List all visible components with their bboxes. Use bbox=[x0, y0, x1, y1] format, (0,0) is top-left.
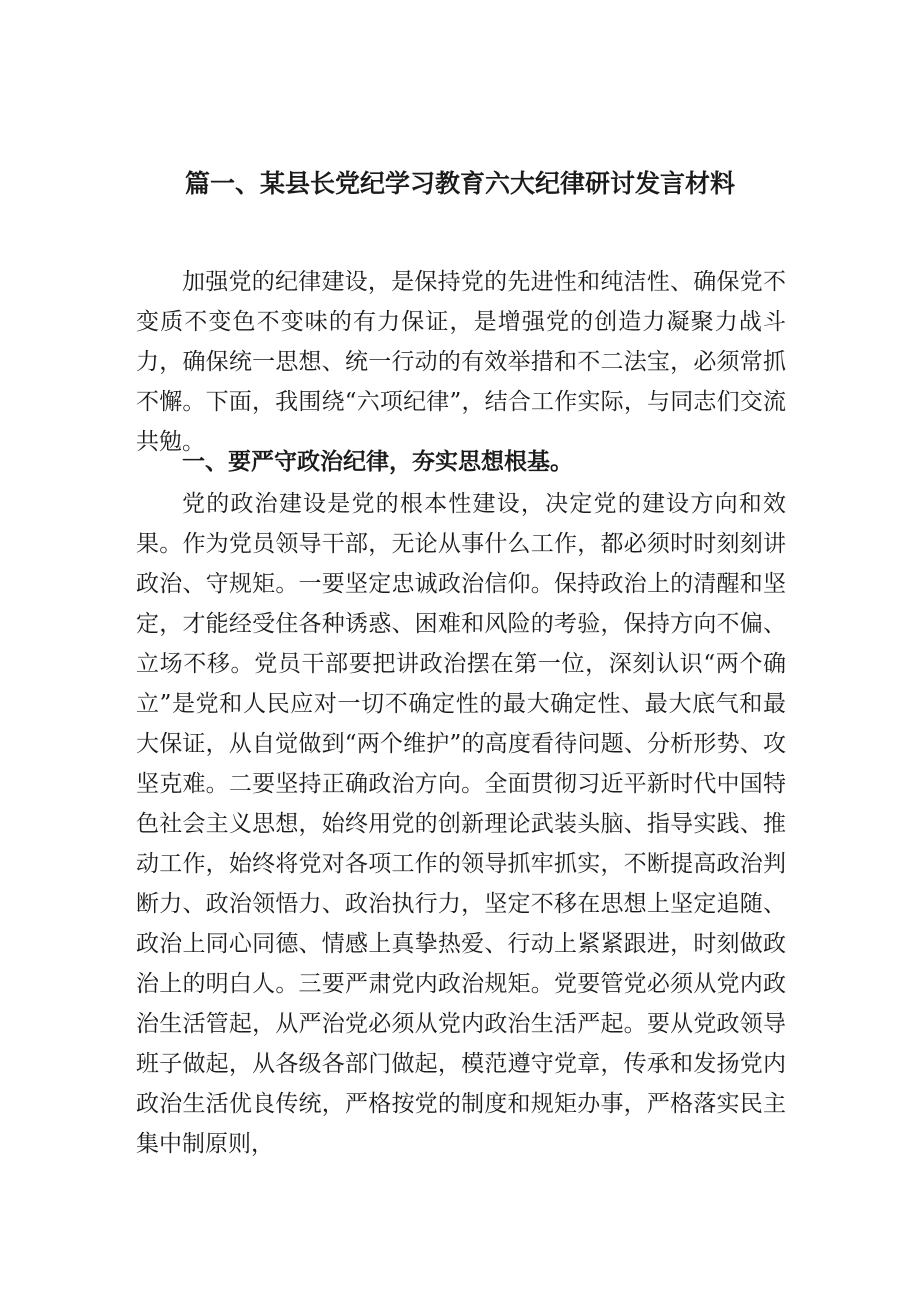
section-heading-political-discipline: 一、要严守政治纪律，夯实思想根基。 bbox=[182, 449, 573, 475]
document-title: 篇一、某县长党纪学习教育六大纪律研讨发言材料 bbox=[184, 169, 735, 198]
intro-paragraph: 加强党的纪律建设，是保持党的先进性和纯洁性、确保党不变质不变色不变味的有力保证，是增强党的创造力凝聚力战斗力，确保统一思想、统一行动的有效举措和不二法宝，必须常抓不懈。下面，我围绕“六项纪律”，结合工作实际，与同志们交流共勉。 bbox=[136, 269, 786, 455]
section-paragraph-political-discipline: 党的政治建设是党的根本性建设，决定党的建设方向和效果。作为党员领导干部，无论从事什么工作，都必须时时刻刻讲政治、守规矩。一要坚定忠诚政治信仰。保持政治上的清醒和坚定，才能经受住各种诱惑、困难和风险的考验，保持方向不偏、立场不移。党员干部要把讲政治摆在第一位，深刻认识“两个确立”是党和人民应对一切不确定性的最大确定性、最大底气和最大保证，从自觉做到“两个维护”的高度看待问题、分析形势、攻坚克难。二要坚持正确政治方向。全面贯彻习近平新时代中国特色社会主义思想，始终用党的创新理论武装头脑、指导实践、推动工作，始终将党对各项工作的领导抓牢抓实，不断提高政治判断力、政治领悟力、政治执行力，坚定不移在思想上坚定追随、政治上同心同德、情感上真挚热爱、行动上紧紧跟进，时刻做政治上的明白人。三要严肃党内政治规矩。党要管党必须从党内政治生活管起，从严治党必须从党内政治生活严起。要从党政领导班子做起，从各级各部门做起，模范遵守党章，传承和发扬党内政治生活优良传统，严格按党的制度和规矩办事，严格落实民主集中制原则， bbox=[136, 491, 786, 1157]
